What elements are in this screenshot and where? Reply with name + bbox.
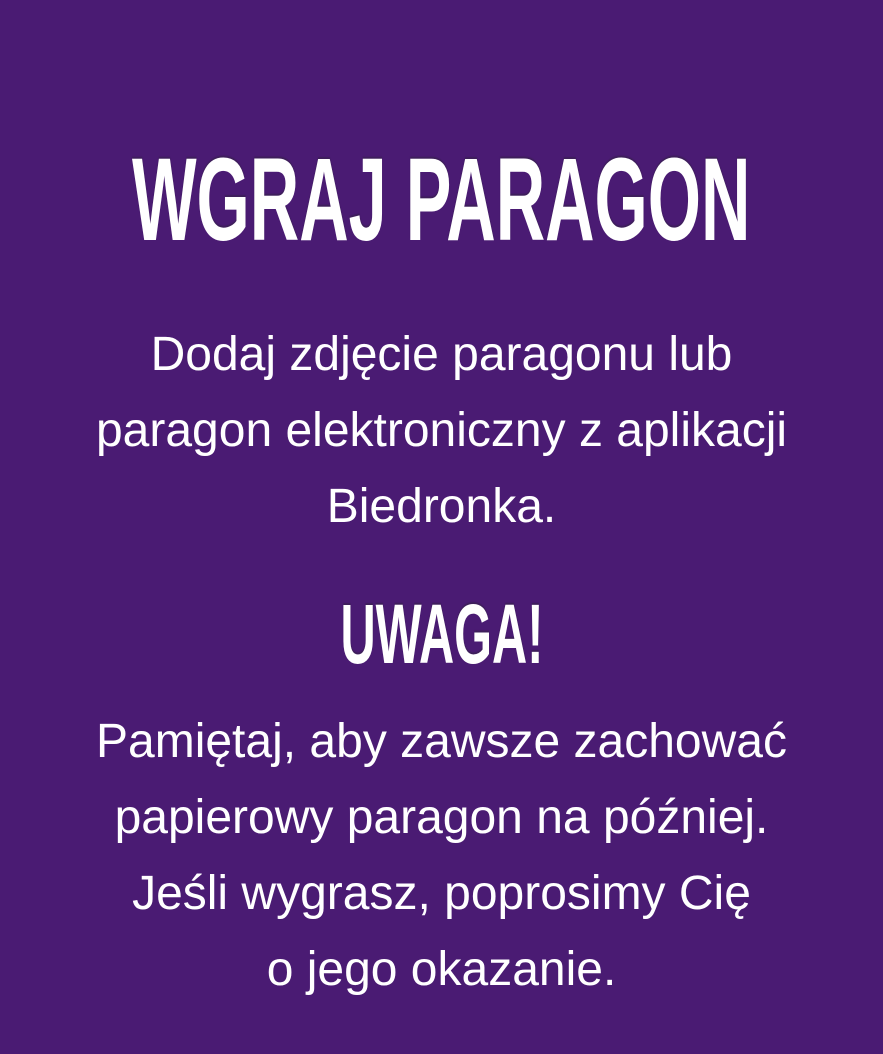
warning-line-2: papierowy paragon na później. [114, 791, 769, 844]
warning-line-1: Pamiętaj, aby zawsze zachować [96, 715, 787, 768]
subtitle-line-2: paragon elektroniczny z aplikacji [95, 404, 788, 457]
warning-heading: UWAGA! [340, 587, 543, 681]
subtitle-text [96, 317, 787, 545]
warning-line-3: Jeśli wygrasz, poprosimy Cię [132, 867, 751, 920]
subtitle-line-3: Biedronka. [326, 480, 557, 533]
subtitle-line-1: Dodaj zdjęcie paragonu lub [150, 328, 733, 381]
page-title: WGRAJ PARAGON [132, 134, 751, 266]
warning-text [96, 704, 787, 1008]
warning-line-4: o jego okazanie. [266, 943, 617, 996]
